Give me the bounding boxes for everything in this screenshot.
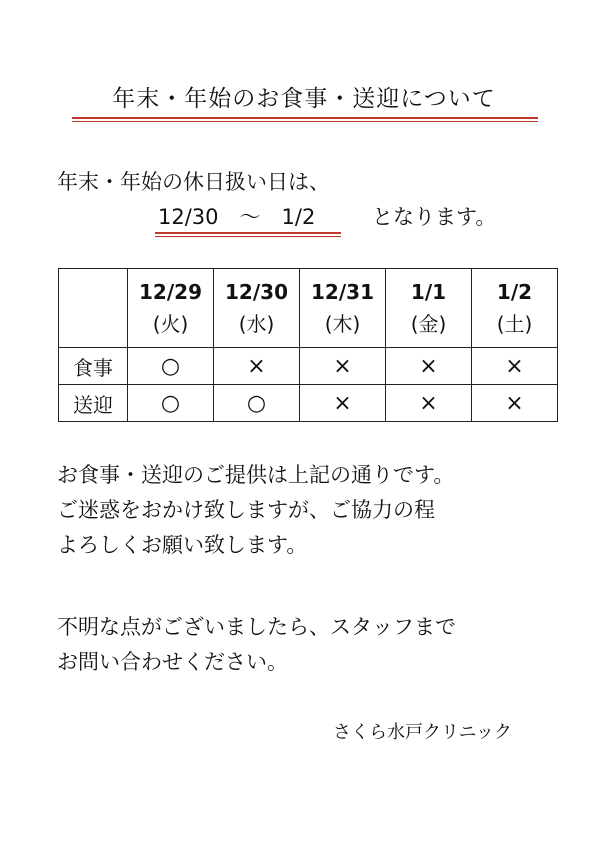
schedule-header-cell bbox=[128, 269, 214, 348]
column-date: 1/2 bbox=[496, 280, 533, 304]
column-day: (土) bbox=[496, 312, 533, 336]
availability-mark: × bbox=[472, 348, 558, 385]
row-label: 送迎 bbox=[59, 385, 128, 422]
intro-text: 年末・年始の休日扱い日は、 bbox=[57, 170, 330, 194]
paragraph-line: 不明な点がございましたら、スタッフまで bbox=[57, 615, 456, 639]
availability-mark: × bbox=[386, 348, 472, 385]
schedule-header-cell bbox=[386, 269, 472, 348]
column-date: 12/30 bbox=[225, 280, 288, 304]
availability-mark: ○ bbox=[128, 348, 214, 385]
contact-paragraph bbox=[57, 610, 456, 680]
availability-mark: ○ bbox=[128, 385, 214, 422]
schedule-header-cell bbox=[300, 269, 386, 348]
availability-mark: × bbox=[300, 385, 386, 422]
schedule-row-meal bbox=[59, 348, 558, 385]
availability-mark: × bbox=[214, 348, 300, 385]
holiday-range: 12/30 ～ 1/2 bbox=[158, 205, 316, 229]
holiday-range-underline bbox=[155, 232, 341, 234]
holiday-range-underline-thin bbox=[155, 236, 341, 237]
holiday-range-suffix: となります。 bbox=[372, 205, 497, 229]
paragraph-line: お問い合わせください。 bbox=[57, 650, 288, 674]
availability-mark: × bbox=[386, 385, 472, 422]
clinic-signature: さくら水戸クリニック bbox=[333, 722, 512, 743]
availability-mark: × bbox=[300, 348, 386, 385]
schedule-header-cell bbox=[214, 269, 300, 348]
column-date: 1/1 bbox=[410, 280, 447, 304]
title-underline bbox=[72, 117, 538, 119]
availability-mark: × bbox=[472, 385, 558, 422]
schedule-header-cell bbox=[472, 269, 558, 348]
column-date: 12/29 bbox=[139, 280, 202, 304]
schedule-row-transport bbox=[59, 385, 558, 422]
schedule-header-row bbox=[59, 269, 558, 348]
service-paragraph bbox=[57, 458, 454, 563]
notice-title: 年末・年始のお食事・送迎について bbox=[112, 86, 496, 112]
column-day: (金) bbox=[410, 312, 447, 336]
paragraph-line: ご迷惑をおかけ致しますが、ご協力の程 bbox=[57, 498, 435, 522]
schedule-corner-cell bbox=[59, 269, 128, 348]
row-label: 食事 bbox=[59, 348, 128, 385]
paragraph-line: よろしくお願い致します。 bbox=[57, 533, 308, 557]
column-date: 12/31 bbox=[311, 280, 374, 304]
title-underline-thin bbox=[72, 121, 538, 122]
paragraph-line: お食事・送迎のご提供は上記の通りです。 bbox=[57, 463, 455, 487]
availability-mark: ○ bbox=[214, 385, 300, 422]
schedule-table bbox=[58, 268, 558, 422]
column-day: (火) bbox=[152, 312, 189, 336]
column-day: (水) bbox=[238, 312, 275, 336]
column-day: (木) bbox=[324, 312, 361, 336]
